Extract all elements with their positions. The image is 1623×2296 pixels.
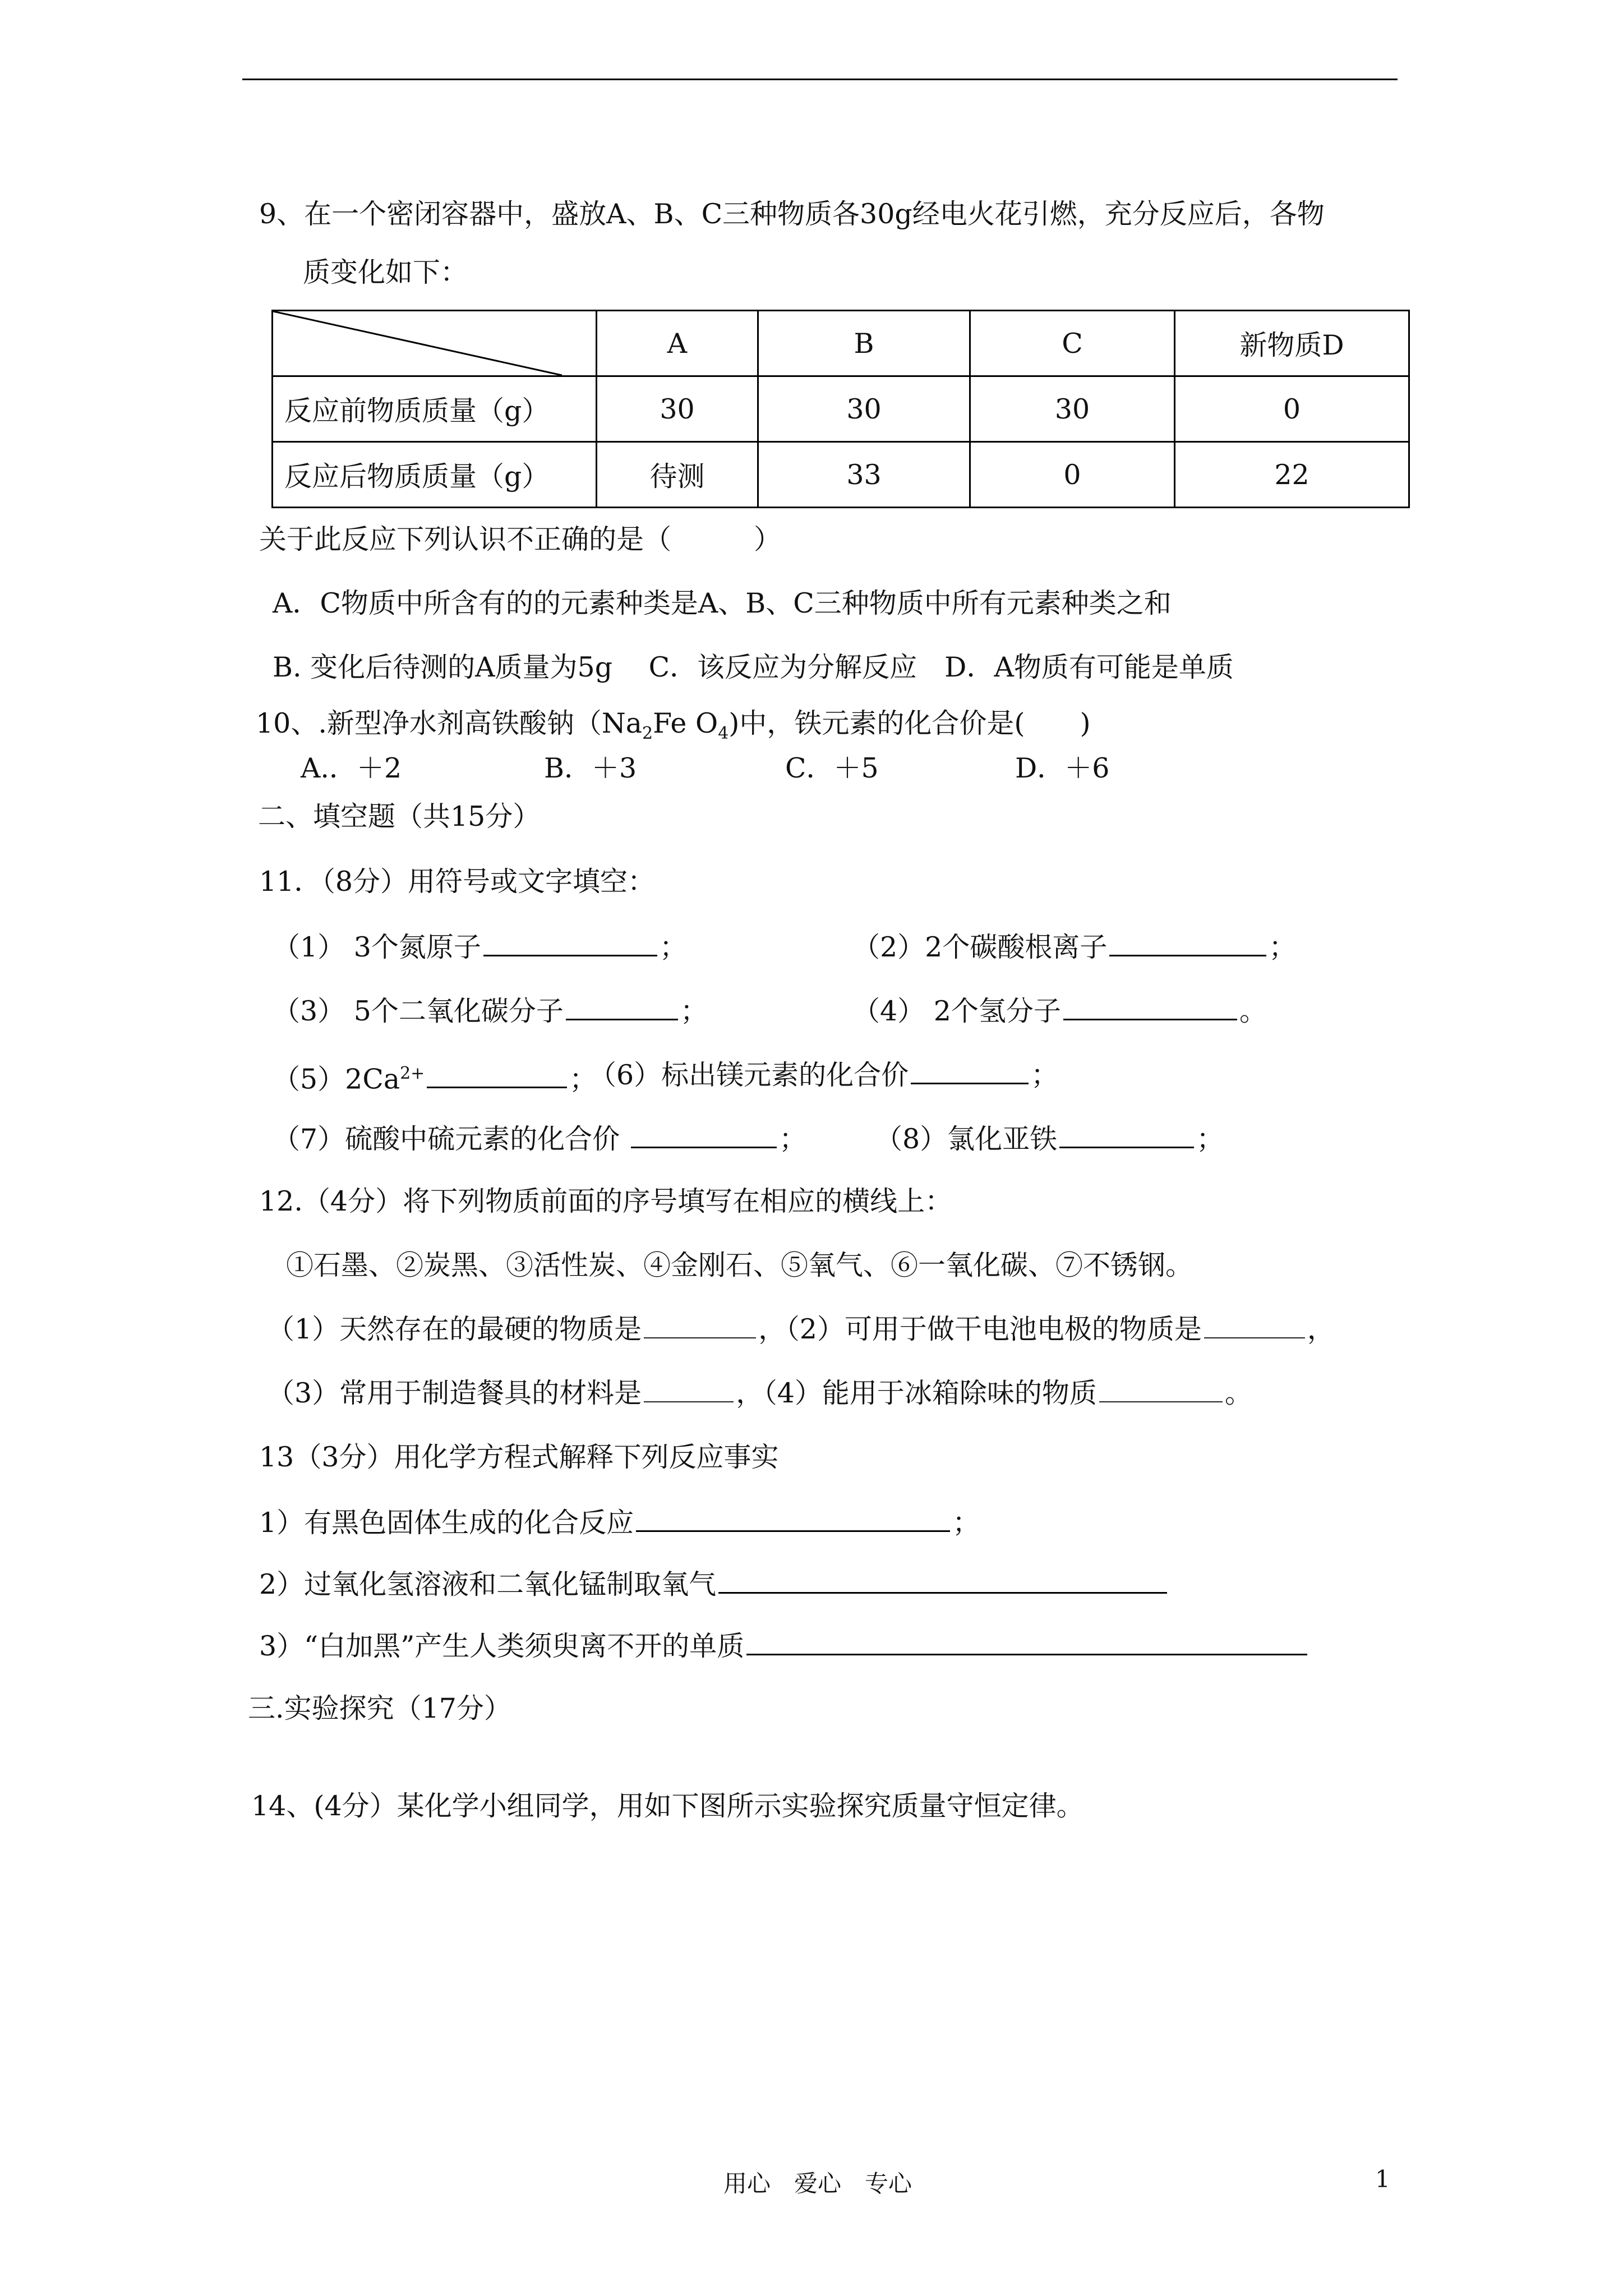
punct: ； [1196, 1123, 1224, 1155]
punct: ； [952, 1507, 980, 1539]
table-cell: 30 [597, 376, 758, 442]
q10-post: )中，铁元素的化合价是( ) [728, 707, 1091, 739]
q13-item-1: 1）有黑色固体生成的化合反应 [259, 1507, 634, 1539]
q12-title: 12.（4分）将下列物质前面的序号填写在相应的横线上： [259, 1185, 953, 1217]
q9-line2: 质变化如下： [303, 256, 468, 288]
q11-item-8-label: （8）氯化亚铁 [875, 1123, 1058, 1155]
header-rule [242, 79, 1398, 80]
mass-table [271, 310, 1410, 508]
answer-blank[interactable] [1059, 1121, 1194, 1148]
q13-item-3: 3）“白加黑”产生人类须臾离不开的单质 [259, 1630, 745, 1662]
table-cell: 30 [758, 376, 970, 442]
punct: 。 [1239, 995, 1267, 1027]
q13-line-2 [259, 1566, 1169, 1602]
q11-item-2 [852, 929, 1296, 964]
table-row [273, 376, 1409, 442]
answer-blank[interactable] [631, 1121, 777, 1148]
punct: 。 [1224, 1377, 1252, 1409]
table-cell: 0 [1175, 376, 1409, 442]
q11-item-6-label: （6）标出镁元素的化合价 [589, 1059, 909, 1091]
answer-blank[interactable] [483, 929, 657, 956]
answer-blank[interactable] [1204, 1313, 1305, 1338]
diagonal-line [273, 311, 596, 375]
table-cell: 30 [970, 376, 1175, 442]
punct: ； [1269, 931, 1297, 963]
punct: ； [659, 931, 687, 963]
q11-item-5 [273, 1057, 597, 1096]
q9-question: 关于此反应下列认识不正确的是（ ） [259, 523, 782, 555]
row-label: 反应后物质质量（g） [273, 442, 597, 508]
punct: ； [569, 1063, 597, 1096]
q12-part-2: ，（2）可用于做干电池电极的物质是 [758, 1313, 1202, 1345]
answer-blank[interactable] [1063, 993, 1237, 1020]
answer-blank[interactable] [636, 1504, 950, 1532]
header-d: 新物质D [1175, 311, 1409, 376]
charge-superscript: 2+ [400, 1064, 425, 1083]
q11-item-8 [875, 1121, 1224, 1156]
q10-option-d: D．＋6 [1015, 752, 1110, 784]
answer-blank[interactable] [746, 1628, 1307, 1655]
q10-option-a: A.．＋2 [301, 752, 402, 784]
row-label: 反应前物质质量（g） [273, 376, 597, 442]
section-2-heading: 二、填空题（共15分） [258, 800, 541, 832]
q11-item-7 [273, 1121, 806, 1156]
table-row [273, 442, 1409, 508]
answer-blank[interactable] [427, 1061, 567, 1088]
q9-option-a: A．C物质中所含有的的元素种类是A、B、C三种物质中所有元素种类之和 [273, 587, 1172, 619]
answer-blank[interactable] [718, 1566, 1167, 1594]
q11-item-2-label: （2）2个碳酸根离子 [852, 931, 1108, 963]
punct: ， [1307, 1313, 1335, 1345]
q9-line1: 9、在一个密闭容器中，盛放A、B、C三种物质各30g经电火花引燃，充分反应后，各物 [259, 198, 1325, 230]
footer-motto: 用心 爱心 专心 [723, 2170, 912, 2197]
q10-stem [256, 707, 1091, 751]
q12-part-4: ，（4）能用于冰箱除味的物质 [736, 1377, 1097, 1409]
diagonal-header-cell [273, 311, 597, 376]
table-header-row [273, 311, 1409, 376]
table-cell: 22 [1175, 442, 1409, 508]
answer-blank[interactable] [644, 1377, 734, 1402]
q10-mid: Fe O [653, 707, 718, 739]
table-cell: 33 [758, 442, 970, 508]
punct: ； [779, 1123, 807, 1155]
q11-item-4 [852, 993, 1267, 1028]
q11-item-7-label: （7）硫酸中硫元素的化合价 [273, 1123, 620, 1155]
q11-item-1-label: （1） 3个氮原子 [273, 931, 481, 963]
q10-sub-4: 4 [718, 723, 729, 743]
answer-blank[interactable] [1109, 929, 1266, 956]
table-cell: 待测 [597, 442, 758, 508]
q10-option-c: C．＋5 [785, 752, 879, 784]
q11-item-1 [273, 929, 687, 964]
q13-line-1 [259, 1504, 980, 1540]
q12-line-1 [267, 1313, 1335, 1346]
q13-line-3 [259, 1628, 1310, 1663]
q10-option-b: B．＋3 [544, 752, 637, 784]
answer-blank[interactable] [1099, 1377, 1223, 1402]
header-c: C [970, 311, 1175, 376]
q12-part-3: （3）常用于制造餐具的材料是 [267, 1377, 642, 1409]
q12-items: ①石墨、②炭黑、③活性炭、④金刚石、⑤氧气、⑥一氧化碳、⑦不锈钢。 [286, 1249, 1193, 1281]
q9-options-bcd: B. 变化后待测的A质量为5g C．该反应为分解反应 D．A物质有可能是单质 [273, 651, 1234, 683]
q11-item-6 [589, 1057, 1058, 1092]
punct: ； [1031, 1059, 1059, 1091]
header-b: B [758, 311, 970, 376]
q10-sub-2: 2 [642, 723, 653, 743]
answer-blank[interactable] [566, 993, 678, 1020]
q14-stem: 14、(4分）某化学小组同学，用如下图所示实验探究质量守恒定律。 [251, 1790, 1084, 1822]
punct: ； [680, 995, 708, 1027]
q11-item-5-label: （5）2Ca [273, 1063, 400, 1096]
q10-pre: 10、.新型净水剂高铁酸钠（Na [256, 707, 643, 739]
q13-item-2: 2）过氧化氢溶液和二氧化锰制取氧气 [259, 1568, 717, 1600]
q11-item-4-label: （4） 2个氢分子 [852, 995, 1061, 1027]
page-number: 1 [1375, 2165, 1390, 2193]
table-cell: 0 [970, 442, 1175, 508]
q12-part-1: （1）天然存在的最硬的物质是 [267, 1313, 642, 1345]
q13-title: 13（3分）用化学方程式解释下列反应事实 [259, 1441, 779, 1473]
q11-item-3-label: （3） 5个二氧化碳分子 [273, 995, 564, 1027]
header-a: A [597, 311, 758, 376]
answer-blank[interactable] [644, 1313, 756, 1338]
answer-blank[interactable] [911, 1057, 1029, 1084]
q12-line-2 [267, 1377, 1252, 1410]
q11-title: 11．（8分）用符号或文字填空： [259, 866, 656, 898]
q11-item-3 [273, 993, 708, 1028]
section-3-heading: 三.实验探究（17分） [248, 1692, 511, 1724]
